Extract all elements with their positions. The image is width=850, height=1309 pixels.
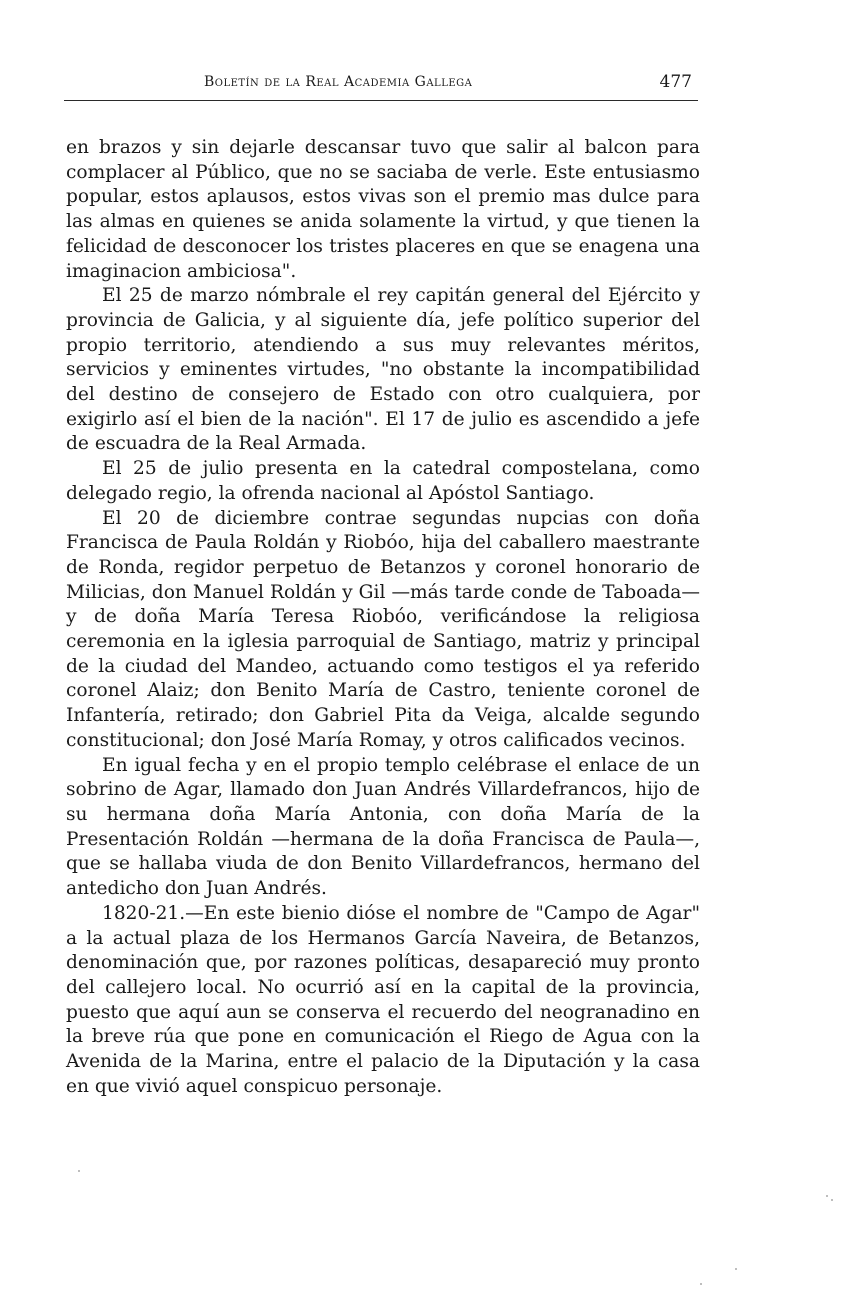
- paragraph-july-offering: El 25 de julio presenta en la catedral compostelana, como delegado regio, la ofrenda nacional al Apóstol Santiago.: [66, 458, 700, 504]
- scan-speck: [700, 1283, 702, 1285]
- paragraph-nephew-marriage: En igual fecha y en el propio templo celébrase el enlace de un sobrino de Agar, llamado don Juan Andrés Villardefrancos, hijo de su hermana doña María Antonia, con doña María de la Presentación Roldán —hermana de la doña Francisca de Paula—, que se hallaba viuda de don Benito Villardefrancos, hermano del antedicho don Juan Andrés.: [66, 754, 700, 900]
- paragraph-december-marriage: El 20 de diciembre contrae segundas nupcias con doña Francisca de Paula Roldán y Riobóo, hija del caballero maestrante de Ronda, regidor perpetuo de Betanzos y coronel honorario de Milicias, don Manuel Roldán y Gil —más tarde conde de Taboada— y de doña María Teresa Riobóo, verificándose la religiosa ceremonia en la iglesia parroquial de Santiago, matriz y principal de la ciudad del Mandeo, actuando como testigos el ya referido coronel Alaiz; don Benito María de Castro, teniente coronel de Infantería, retirado; don Gabriel Pita da Veiga, alcalde segundo constitucional; don José María Romay, y otros calificados vecinos.: [66, 507, 700, 751]
- body-text: [66, 136, 700, 1099]
- paragraph-march-appointment: El 25 de marzo nómbrale el rey capitán general del Ejército y provincia de Galicia, y al siguiente día, jefe político superior del propio territorio, atendiendo a sus muy relevantes méritos, servicios y eminentes virtudes, "no obstante la incompatibilidad del destino de consejero de Estado con otro cualquiera, por exigirlo así el bien de la nación". El 17 de julio es ascendido a jefe de escuadra de la Real Armada.: [66, 285, 700, 455]
- paragraph-campo-de-agar: 1820-21.—En este bienio dióse el nombre de "Campo de Agar" a la actual plaza de los Hermanos García Naveira, de Betanzos, denominación que, por razones políticas, desapareció muy pronto del callejero local. No ocurrió así en la capital de la provincia, puesto que aquí aun se conserva el recuerdo del neogranadino en la breve rúa que pone en comunicación el Riego de Agua con la Avenida de la Marina, entre el palacio de la Diputación y la casa en que vivió aquel conspicuo personaje.: [66, 902, 700, 1097]
- running-head: [64, 70, 698, 101]
- scan-speck: [826, 1195, 828, 1197]
- scan-speck: [831, 1199, 833, 1201]
- scan-speck: [78, 1170, 80, 1172]
- page-number: 477: [659, 72, 692, 92]
- paragraph-continuation: en brazos y sin dejarle descansar tuvo que salir al balcon para complacer al Público, que no se saciaba de verle. Este entusiasmo popular, estos aplausos, estos vivas son el premio mas dulce para las almas en quienes se anida solamente la virtud, y que tienen la felicidad de desconocer los tristes placeres en que se enagena una imaginacion ambiciosa".: [66, 137, 700, 282]
- scan-speck: [735, 1268, 737, 1270]
- running-title: Boletín de la Real Academia Gallega: [204, 74, 473, 90]
